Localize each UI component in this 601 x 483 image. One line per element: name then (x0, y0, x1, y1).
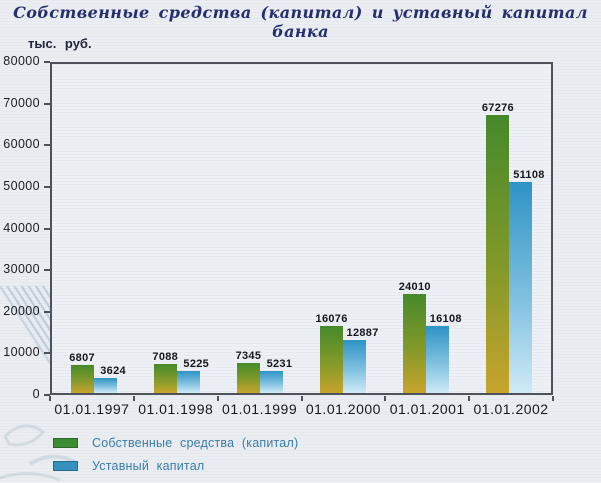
y-tick-label: 30000 (3, 262, 40, 277)
plot-area (50, 62, 553, 395)
bar-authorized-capital (94, 365, 126, 393)
bar-authorized-capital (177, 358, 210, 393)
chart-title: Собственные средства (капитал) и уставный капитал банка (13, 3, 588, 41)
x-category-label: 01.01.2000 (305, 401, 381, 417)
bar-value-label: 3624 (100, 365, 126, 377)
y-tick-mark (44, 103, 50, 105)
x-category-label: 01.01.1999 (222, 401, 298, 417)
bars-container (52, 64, 551, 393)
own-funds-swatch-icon (53, 438, 78, 448)
y-tick-label: 20000 (3, 303, 40, 318)
bar-own-funds (235, 350, 262, 393)
x-tick-mark (49, 396, 51, 401)
bar-value-label: 24010 (398, 281, 431, 293)
x-category-label: 01.01.1998 (138, 401, 214, 417)
bar-value-label: 12887 (346, 327, 379, 339)
y-tick-label: 80000 (3, 54, 40, 68)
bar-value-label: 51108 (513, 169, 545, 181)
y-tick-label: 40000 (3, 220, 40, 235)
y-tick-label: 60000 (3, 137, 40, 152)
bar-authorized-capital (260, 358, 293, 393)
legend-label-own-funds: Собственные средства (капитал) (92, 436, 299, 450)
bar-authorized-capital (509, 169, 545, 393)
y-tick-mark (44, 269, 50, 271)
x-category-label: 01.01.1997 (54, 401, 130, 417)
bar-group (52, 64, 135, 393)
x-tick-mark (217, 396, 219, 401)
bar-own-funds (481, 102, 514, 393)
bar-group (218, 64, 301, 393)
bar-own-funds (152, 351, 179, 393)
x-tick-mark (468, 396, 470, 401)
bar-value-label: 16076 (315, 313, 348, 325)
bar-value-label: 6807 (69, 352, 95, 364)
x-category-label: 01.01.2002 (473, 401, 549, 417)
y-tick-label: 10000 (3, 345, 40, 360)
y-tick-label: 50000 (3, 178, 40, 193)
legend-item-authorized-capital (53, 459, 298, 473)
bar-group (135, 64, 218, 393)
bar-own-funds (315, 313, 348, 393)
bar-value-label: 7345 (235, 350, 262, 362)
bar-own-funds (398, 281, 431, 393)
y-tick-mark (44, 61, 50, 63)
bar-own-funds (69, 352, 95, 393)
bar-group (385, 64, 468, 393)
bar-value-label: 16108 (429, 313, 462, 325)
bar-value-label: 67276 (481, 102, 514, 114)
bar-group (468, 64, 551, 393)
y-tick-mark (44, 186, 50, 188)
y-tick-label: 0 (32, 387, 40, 401)
y-axis-labels (0, 54, 42, 401)
x-axis-labels (50, 401, 553, 417)
authorized-capital-swatch-icon (53, 461, 78, 471)
x-tick-mark (133, 396, 135, 401)
bar-value-label: 7088 (152, 351, 179, 363)
legend (53, 436, 298, 473)
bar-authorized-capital (426, 313, 462, 393)
legend-item-own-funds (53, 436, 298, 450)
x-category-label: 01.01.2001 (389, 401, 465, 417)
x-tick-mark (301, 396, 303, 401)
y-tick-mark (44, 352, 50, 354)
bar-authorized-capital (343, 327, 379, 393)
bar-value-label: 5225 (183, 358, 210, 370)
y-tick-label: 70000 (3, 95, 40, 110)
x-tick-mark (384, 396, 386, 401)
y-tick-mark (44, 144, 50, 146)
bar-value-label: 5231 (266, 358, 293, 370)
y-tick-mark (44, 311, 50, 313)
bar-group (302, 64, 385, 393)
x-tick-mark (552, 396, 554, 401)
y-axis-unit-label: тыс. руб. (28, 36, 92, 51)
y-tick-mark (44, 228, 50, 230)
legend-label-authorized-capital: Уставный капитал (92, 459, 205, 473)
